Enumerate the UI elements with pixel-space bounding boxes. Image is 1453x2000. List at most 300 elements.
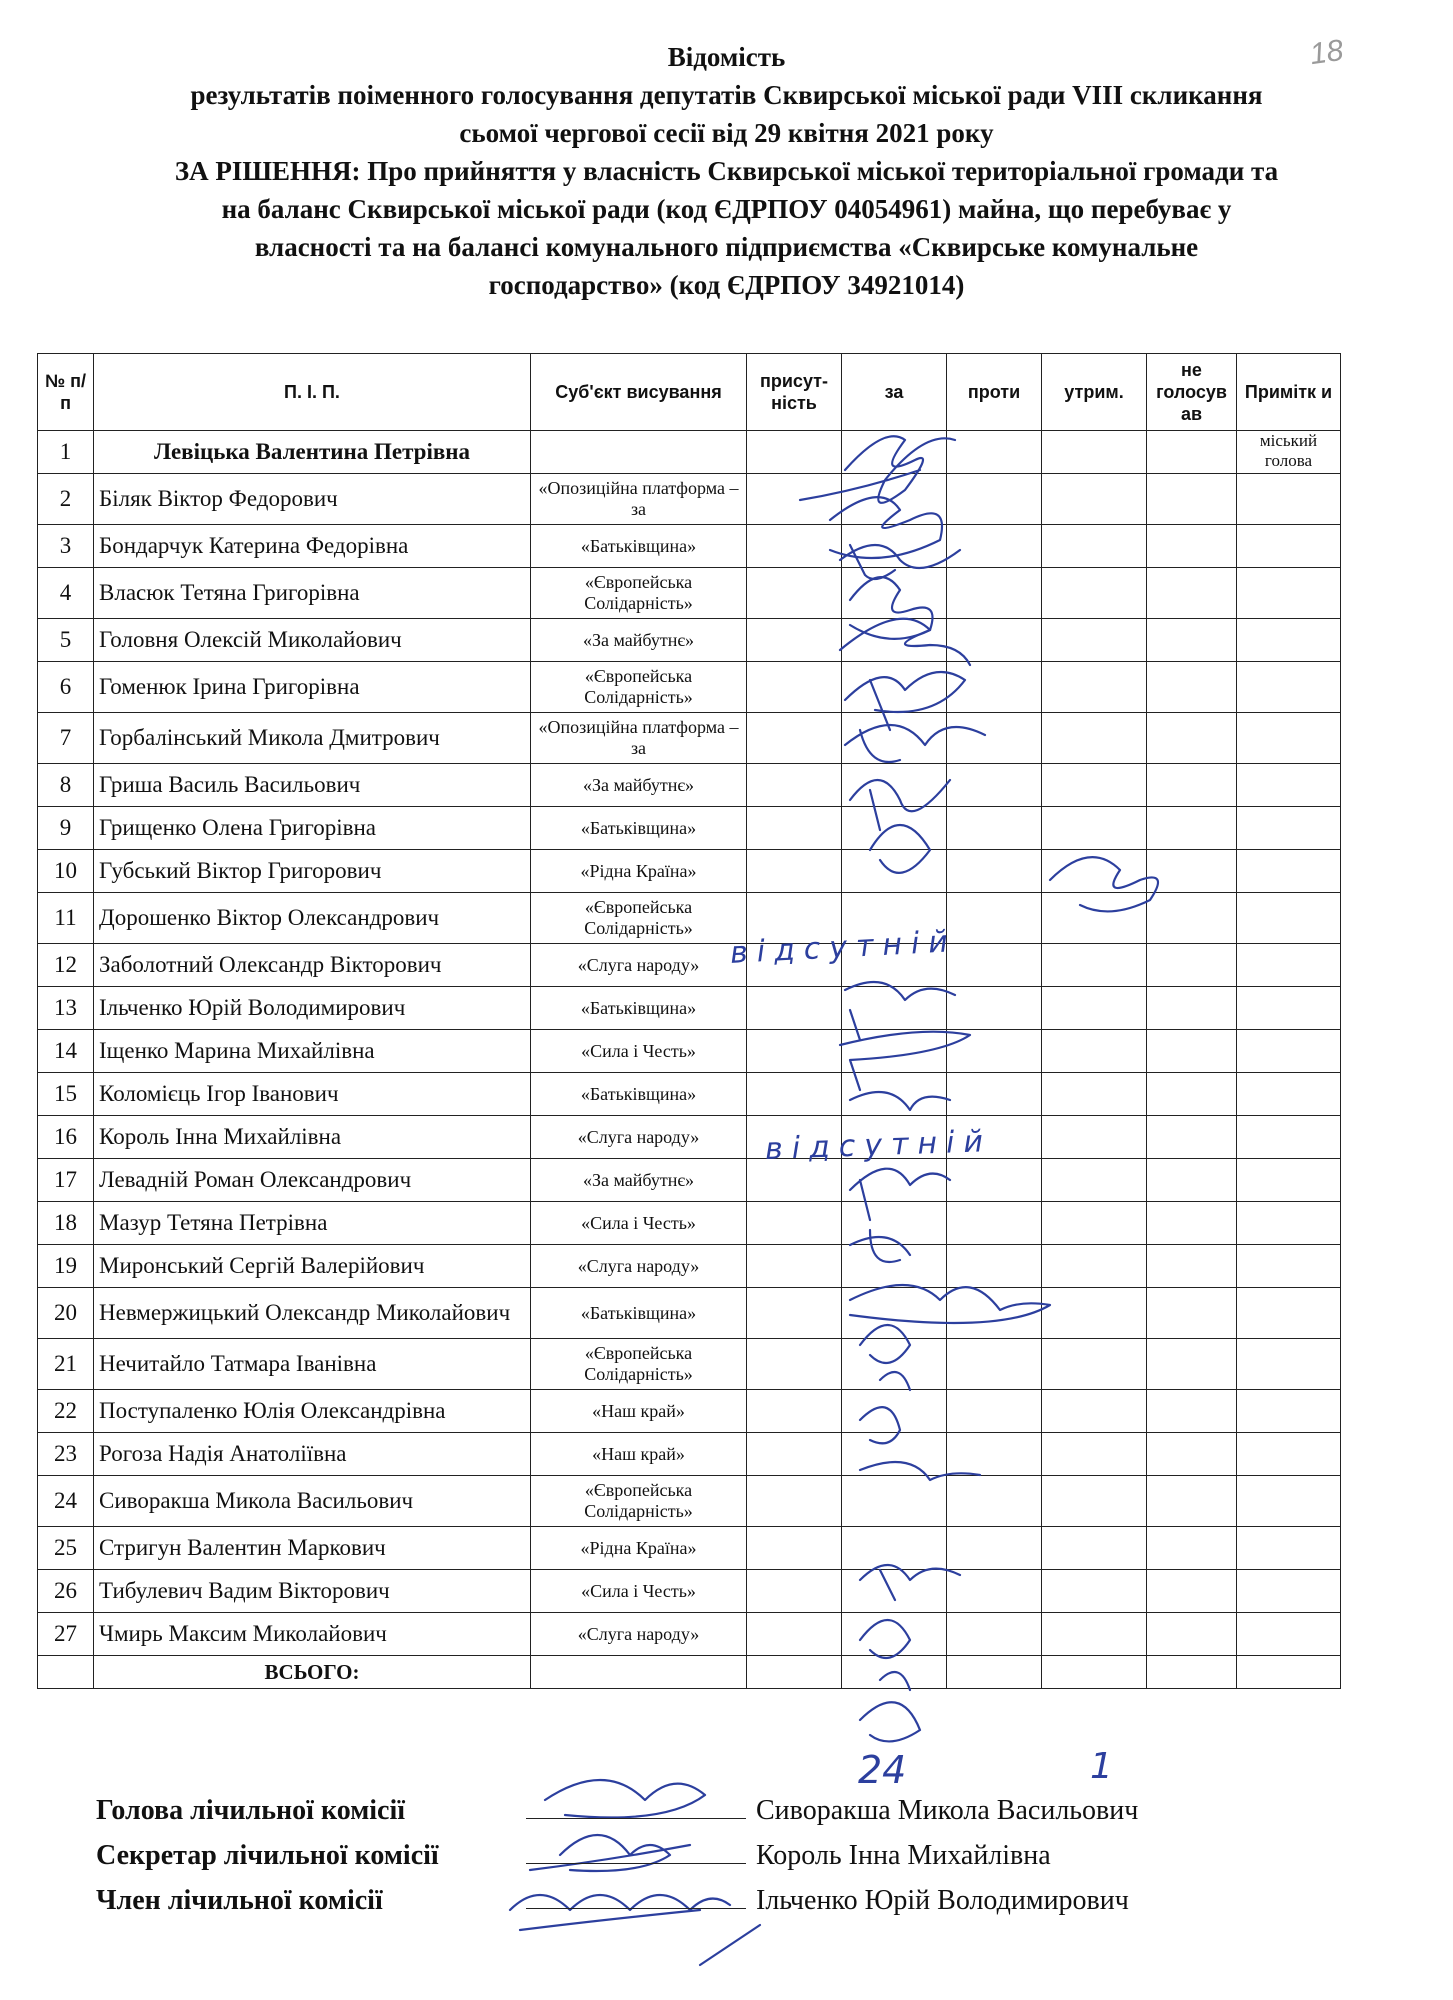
commission-role: Член лічильної комісії — [96, 1885, 383, 1916]
row-number: 18 — [38, 1202, 94, 1245]
against-cell — [947, 431, 1042, 474]
abstain-cell — [1042, 807, 1147, 850]
for-cell — [842, 1202, 947, 1245]
commission-signatures — [96, 1786, 1138, 1921]
row-number: 8 — [38, 764, 94, 807]
header-line: ЗА РІШЕННЯ: Про прийняття у власність Сквирської міської територіальної громади та — [174, 156, 1279, 186]
against-cell — [947, 1339, 1042, 1390]
row-number: 10 — [38, 850, 94, 893]
for-cell — [842, 1527, 947, 1570]
abstain-cell — [1042, 1288, 1147, 1339]
abstain-cell — [1042, 713, 1147, 764]
nominating-party: «За майбутнє» — [531, 619, 747, 662]
for-cell — [842, 1030, 947, 1073]
not-voted-cell — [1147, 431, 1237, 474]
deputy-name: Тибулевич Вадим Вікторович — [94, 1570, 531, 1613]
note-cell — [1237, 1339, 1341, 1390]
nominating-party: «Слуга народу» — [531, 944, 747, 987]
against-cell — [947, 662, 1042, 713]
total-empty-cell — [38, 1656, 94, 1689]
nominating-party: «Європейська Солідарність» — [531, 1476, 747, 1527]
total-empty-cell — [1237, 1656, 1341, 1689]
deputy-name: Заболотний Олександр Вікторович — [94, 944, 531, 987]
abstain-cell — [1042, 1390, 1147, 1433]
against-cell — [947, 474, 1042, 525]
not-voted-cell — [1147, 1159, 1237, 1202]
nominating-party: «Європейська Солідарність» — [531, 893, 747, 944]
row-number: 2 — [38, 474, 94, 525]
col-party-header: Суб'єкт висування — [531, 354, 747, 431]
table-row — [38, 1116, 1341, 1159]
for-cell — [842, 1339, 947, 1390]
against-cell — [947, 525, 1042, 568]
deputy-name: Левіцька Валентина Петрівна — [94, 431, 531, 474]
table-row — [38, 1570, 1341, 1613]
nominating-party: «Європейська Солідарність» — [531, 662, 747, 713]
note-cell — [1237, 662, 1341, 713]
row-number: 7 — [38, 713, 94, 764]
commission-role: Секретар лічильної комісії — [96, 1840, 439, 1871]
for-cell — [842, 525, 947, 568]
table-row — [38, 764, 1341, 807]
signature-row — [96, 1831, 1138, 1876]
not-voted-cell — [1147, 1116, 1237, 1159]
for-cell — [842, 764, 947, 807]
row-number: 20 — [38, 1288, 94, 1339]
table-row — [38, 525, 1341, 568]
table-row — [38, 713, 1341, 764]
nominating-party: «Слуга народу» — [531, 1116, 747, 1159]
row-number: 3 — [38, 525, 94, 568]
not-voted-cell — [1147, 1433, 1237, 1476]
note-cell — [1237, 619, 1341, 662]
nominating-party: «Сила і Честь» — [531, 1030, 747, 1073]
against-cell — [947, 1613, 1042, 1656]
deputy-name: Грищенко Олена Григорівна — [94, 807, 531, 850]
table-row — [38, 1030, 1341, 1073]
row-number: 19 — [38, 1245, 94, 1288]
col-present-header: присут-ність — [747, 354, 842, 431]
against-cell — [947, 893, 1042, 944]
total-empty-cell — [747, 1656, 842, 1689]
col-for-header: за — [842, 354, 947, 431]
col-not-voted-header: не голосув ав — [1147, 354, 1237, 431]
col-against-header: проти — [947, 354, 1042, 431]
nominating-party: «Європейська Солідарність» — [531, 1339, 747, 1390]
row-number: 14 — [38, 1030, 94, 1073]
note-cell — [1237, 1527, 1341, 1570]
deputy-name: Стригун Валентин Маркович — [94, 1527, 531, 1570]
page-number: 18 — [1307, 33, 1346, 72]
against-cell — [947, 1030, 1042, 1073]
nominating-party: «Батьківщина» — [531, 525, 747, 568]
col-note-header: Примітк и — [1237, 354, 1341, 431]
nominating-party: «Опозиційна платформа – за — [531, 474, 747, 525]
for-cell — [842, 431, 947, 474]
present-cell — [747, 568, 842, 619]
row-number: 11 — [38, 893, 94, 944]
row-number: 26 — [38, 1570, 94, 1613]
nominating-party: «Сила і Честь» — [531, 1202, 747, 1245]
deputy-name: Іщенко Марина Михайлівна — [94, 1030, 531, 1073]
deputy-name: Сиворакша Микола Васильович — [94, 1476, 531, 1527]
deputy-name: Коломієць Ігор Іванович — [94, 1073, 531, 1116]
row-number: 12 — [38, 944, 94, 987]
total-empty-cell — [1147, 1656, 1237, 1689]
abstain-cell — [1042, 944, 1147, 987]
for-cell — [842, 850, 947, 893]
for-cell — [842, 1390, 947, 1433]
nominating-party: «Наш край» — [531, 1433, 747, 1476]
table-row — [38, 431, 1341, 474]
abstain-cell — [1042, 893, 1147, 944]
note-cell — [1237, 1245, 1341, 1288]
deputy-name: Левадній Роман Олександрович — [94, 1159, 531, 1202]
for-cell — [842, 1073, 947, 1116]
nominating-party: «Батьківщина» — [531, 987, 747, 1030]
note-cell — [1237, 1570, 1341, 1613]
present-cell — [747, 1570, 842, 1613]
abstain-cell — [1042, 1339, 1147, 1390]
present-cell — [747, 1073, 842, 1116]
against-cell — [947, 1390, 1042, 1433]
not-voted-cell — [1147, 1030, 1237, 1073]
total-label: ВСЬОГО: — [94, 1656, 531, 1689]
table-row — [38, 1288, 1341, 1339]
table-row — [38, 1073, 1341, 1116]
header-title: Відомість — [667, 42, 786, 72]
against-cell — [947, 619, 1042, 662]
table-row — [38, 944, 1341, 987]
row-number: 13 — [38, 987, 94, 1030]
deputy-name: Король Інна Михайлівна — [94, 1116, 531, 1159]
row-number: 1 — [38, 431, 94, 474]
not-voted-cell — [1147, 1245, 1237, 1288]
note-cell — [1237, 1030, 1341, 1073]
table-row — [38, 568, 1341, 619]
total-empty-cell — [531, 1656, 747, 1689]
handwritten-absent-note: відсутній — [729, 924, 958, 971]
against-cell — [947, 1288, 1042, 1339]
present-cell — [747, 1527, 842, 1570]
nominating-party: «Опозиційна платформа – за — [531, 713, 747, 764]
nominating-party: «Батьківщина» — [531, 1288, 747, 1339]
note-cell — [1237, 944, 1341, 987]
note-cell — [1237, 1613, 1341, 1656]
deputy-name: Миронський Сергій Валерійович — [94, 1245, 531, 1288]
table-row — [38, 1159, 1341, 1202]
nominating-party: «Слуга народу» — [531, 1613, 747, 1656]
row-number: 9 — [38, 807, 94, 850]
note-cell — [1237, 850, 1341, 893]
abstain-cell — [1042, 850, 1147, 893]
present-cell — [747, 1476, 842, 1527]
for-cell — [842, 1433, 947, 1476]
note-cell — [1237, 713, 1341, 764]
not-voted-cell — [1147, 850, 1237, 893]
handwritten-total-abstain: 1 — [1090, 1746, 1113, 1787]
abstain-cell — [1042, 764, 1147, 807]
present-cell — [747, 1339, 842, 1390]
abstain-cell — [1042, 662, 1147, 713]
for-cell — [842, 662, 947, 713]
for-cell — [842, 1245, 947, 1288]
nominating-party: «За майбутнє» — [531, 764, 747, 807]
signature-row — [96, 1786, 1138, 1831]
row-number: 24 — [38, 1476, 94, 1527]
against-cell — [947, 1433, 1042, 1476]
abstain-cell — [1042, 1527, 1147, 1570]
for-cell — [842, 807, 947, 850]
not-voted-cell — [1147, 1202, 1237, 1245]
nominating-party: «Батьківщина» — [531, 807, 747, 850]
note-cell — [1237, 525, 1341, 568]
table-row — [38, 474, 1341, 525]
row-number: 27 — [38, 1613, 94, 1656]
handwritten-total-for: 24 — [858, 1748, 907, 1792]
abstain-cell — [1042, 1030, 1147, 1073]
abstain-cell — [1042, 1570, 1147, 1613]
row-number: 17 — [38, 1159, 94, 1202]
not-voted-cell — [1147, 807, 1237, 850]
present-cell — [747, 619, 842, 662]
table-row — [38, 662, 1341, 713]
against-cell — [947, 1159, 1042, 1202]
table-row — [38, 1476, 1341, 1527]
for-cell — [842, 1159, 947, 1202]
present-cell — [747, 525, 842, 568]
abstain-cell — [1042, 1073, 1147, 1116]
deputy-name: Мазур Тетяна Петрівна — [94, 1202, 531, 1245]
not-voted-cell — [1147, 1073, 1237, 1116]
deputy-name: Гриша Василь Васильович — [94, 764, 531, 807]
nominating-party: «Сила і Честь» — [531, 1570, 747, 1613]
for-cell — [842, 619, 947, 662]
abstain-cell — [1042, 1476, 1147, 1527]
present-cell — [747, 1390, 842, 1433]
signature-icon — [860, 1702, 920, 1741]
nominating-party: «Рідна Країна» — [531, 1527, 747, 1570]
total-abstain-cell — [1042, 1656, 1147, 1689]
against-cell — [947, 713, 1042, 764]
note-cell — [1237, 1073, 1341, 1116]
note-cell — [1237, 893, 1341, 944]
not-voted-cell — [1147, 474, 1237, 525]
against-cell — [947, 987, 1042, 1030]
present-cell — [747, 1288, 842, 1339]
deputy-name: Рогоза Надія Анатоліївна — [94, 1433, 531, 1476]
abstain-cell — [1042, 1245, 1147, 1288]
for-cell — [842, 987, 947, 1030]
against-cell — [947, 1570, 1042, 1613]
present-cell — [747, 431, 842, 474]
abstain-cell — [1042, 1116, 1147, 1159]
against-cell — [947, 1527, 1042, 1570]
row-number: 21 — [38, 1339, 94, 1390]
present-cell — [747, 807, 842, 850]
not-voted-cell — [1147, 944, 1237, 987]
row-number: 22 — [38, 1390, 94, 1433]
note-cell — [1237, 568, 1341, 619]
deputy-name: Біляк Віктор Федорович — [94, 474, 531, 525]
deputy-name: Дорошенко Віктор Олександрович — [94, 893, 531, 944]
table-body — [38, 431, 1341, 1656]
not-voted-cell — [1147, 1570, 1237, 1613]
note-cell — [1237, 1433, 1341, 1476]
for-cell — [842, 1288, 947, 1339]
not-voted-cell — [1147, 1288, 1237, 1339]
table-row — [38, 1527, 1341, 1570]
against-cell — [947, 850, 1042, 893]
row-number: 5 — [38, 619, 94, 662]
abstain-cell — [1042, 431, 1147, 474]
deputy-name: Власюк Тетяна Григорівна — [94, 568, 531, 619]
for-cell — [842, 1613, 947, 1656]
signature-line — [526, 1831, 746, 1864]
not-voted-cell — [1147, 987, 1237, 1030]
deputy-name: Губський Віктор Григорович — [94, 850, 531, 893]
row-number: 15 — [38, 1073, 94, 1116]
note-cell: міський голова — [1237, 431, 1341, 474]
abstain-cell — [1042, 1159, 1147, 1202]
note-cell — [1237, 1476, 1341, 1527]
for-cell — [842, 474, 947, 525]
for-cell — [842, 568, 947, 619]
header-line: результатів поіменного голосування депутатів Сквирської міської ради VIII скликання — [190, 80, 1263, 110]
abstain-cell — [1042, 987, 1147, 1030]
deputy-name: Гоменюк Ірина Григорівна — [94, 662, 531, 713]
row-number: 23 — [38, 1433, 94, 1476]
header-line: сьомої чергової сесії від 29 квітня 2021 року — [459, 118, 994, 148]
present-cell — [747, 764, 842, 807]
against-cell — [947, 764, 1042, 807]
not-voted-cell — [1147, 525, 1237, 568]
nominating-party: «Слуга народу» — [531, 1245, 747, 1288]
header-line: власності та на балансі комунального підприємства «Сквирське комунальне — [254, 232, 1199, 262]
table-row — [38, 850, 1341, 893]
for-cell — [842, 1570, 947, 1613]
for-cell — [842, 1476, 947, 1527]
col-name-header: П. І. П. — [94, 354, 531, 431]
table-row — [38, 1433, 1341, 1476]
table-row — [38, 1613, 1341, 1656]
against-cell — [947, 1073, 1042, 1116]
not-voted-cell — [1147, 619, 1237, 662]
not-voted-cell — [1147, 764, 1237, 807]
not-voted-cell — [1147, 893, 1237, 944]
table-header-row — [38, 354, 1341, 431]
row-number: 6 — [38, 662, 94, 713]
abstain-cell — [1042, 568, 1147, 619]
signature-row — [96, 1876, 1138, 1921]
header-line: господарство» (код ЄДРПОУ 34921014) — [488, 270, 965, 300]
note-cell — [1237, 1390, 1341, 1433]
against-cell — [947, 1202, 1042, 1245]
signature-line — [526, 1876, 746, 1909]
present-cell — [747, 1245, 842, 1288]
against-cell — [947, 568, 1042, 619]
commission-name: Сиворакша Микола Васильович — [756, 1795, 1139, 1826]
header-line: на баланс Сквирської міської ради (код ЄДРПОУ 04054961) майна, що перебуває у — [221, 194, 1232, 224]
col-abstain-header: утрим. — [1042, 354, 1147, 431]
abstain-cell — [1042, 1433, 1147, 1476]
not-voted-cell — [1147, 1527, 1237, 1570]
commission-name: Король Інна Михайлівна — [756, 1840, 1051, 1871]
commission-name: Ільченко Юрій Володимирович — [756, 1885, 1129, 1916]
row-number: 16 — [38, 1116, 94, 1159]
note-cell — [1237, 1159, 1341, 1202]
note-cell — [1237, 987, 1341, 1030]
table-row — [38, 619, 1341, 662]
note-cell — [1237, 764, 1341, 807]
deputy-name: Бондарчук Катерина Федорівна — [94, 525, 531, 568]
not-voted-cell — [1147, 1339, 1237, 1390]
row-number: 4 — [38, 568, 94, 619]
for-cell — [842, 713, 947, 764]
abstain-cell — [1042, 619, 1147, 662]
deputy-name: Нечитайло Татмара Іванівна — [94, 1339, 531, 1390]
not-voted-cell — [1147, 713, 1237, 764]
deputy-name: Поступаленко Юлія Олександрівна — [94, 1390, 531, 1433]
table-row — [38, 987, 1341, 1030]
deputy-name: Головня Олексій Миколайович — [94, 619, 531, 662]
signature-line — [526, 1786, 746, 1819]
vote-table — [37, 353, 1341, 1689]
table-row — [38, 1339, 1341, 1390]
table-row — [38, 807, 1341, 850]
nominating-party — [531, 431, 747, 474]
not-voted-cell — [1147, 1390, 1237, 1433]
note-cell — [1237, 474, 1341, 525]
deputy-name: Ільченко Юрій Володимирович — [94, 987, 531, 1030]
abstain-cell — [1042, 474, 1147, 525]
deputy-name: Чмирь Максим Миколайович — [94, 1613, 531, 1656]
present-cell — [747, 474, 842, 525]
total-empty-cell — [947, 1656, 1042, 1689]
present-cell — [747, 1433, 842, 1476]
col-num-header: № п/п — [38, 354, 94, 431]
nominating-party: «Рідна Країна» — [531, 850, 747, 893]
row-number: 25 — [38, 1527, 94, 1570]
nominating-party: «Батьківщина» — [531, 1073, 747, 1116]
nominating-party: «Наш край» — [531, 1390, 747, 1433]
total-for-cell — [842, 1656, 947, 1689]
handwritten-absent-note: відсутній — [764, 1124, 993, 1167]
table-row — [38, 1202, 1341, 1245]
present-cell — [747, 1202, 842, 1245]
table-row — [38, 1390, 1341, 1433]
table-row — [38, 1245, 1341, 1288]
against-cell — [947, 944, 1042, 987]
against-cell — [947, 807, 1042, 850]
note-cell — [1237, 1288, 1341, 1339]
signature-icon — [700, 1925, 760, 1965]
deputy-name: Невмержицький Олександр Миколайович — [94, 1288, 531, 1339]
document-header — [0, 38, 1453, 304]
present-cell — [747, 987, 842, 1030]
note-cell — [1237, 807, 1341, 850]
abstain-cell — [1042, 1613, 1147, 1656]
against-cell — [947, 1245, 1042, 1288]
table-row — [38, 893, 1341, 944]
note-cell — [1237, 1116, 1341, 1159]
total-row — [38, 1656, 1341, 1689]
nominating-party: «Європейська Солідарність» — [531, 568, 747, 619]
present-cell — [747, 1030, 842, 1073]
not-voted-cell — [1147, 1476, 1237, 1527]
against-cell — [947, 1476, 1042, 1527]
commission-role: Голова лічильної комісії — [96, 1795, 406, 1826]
